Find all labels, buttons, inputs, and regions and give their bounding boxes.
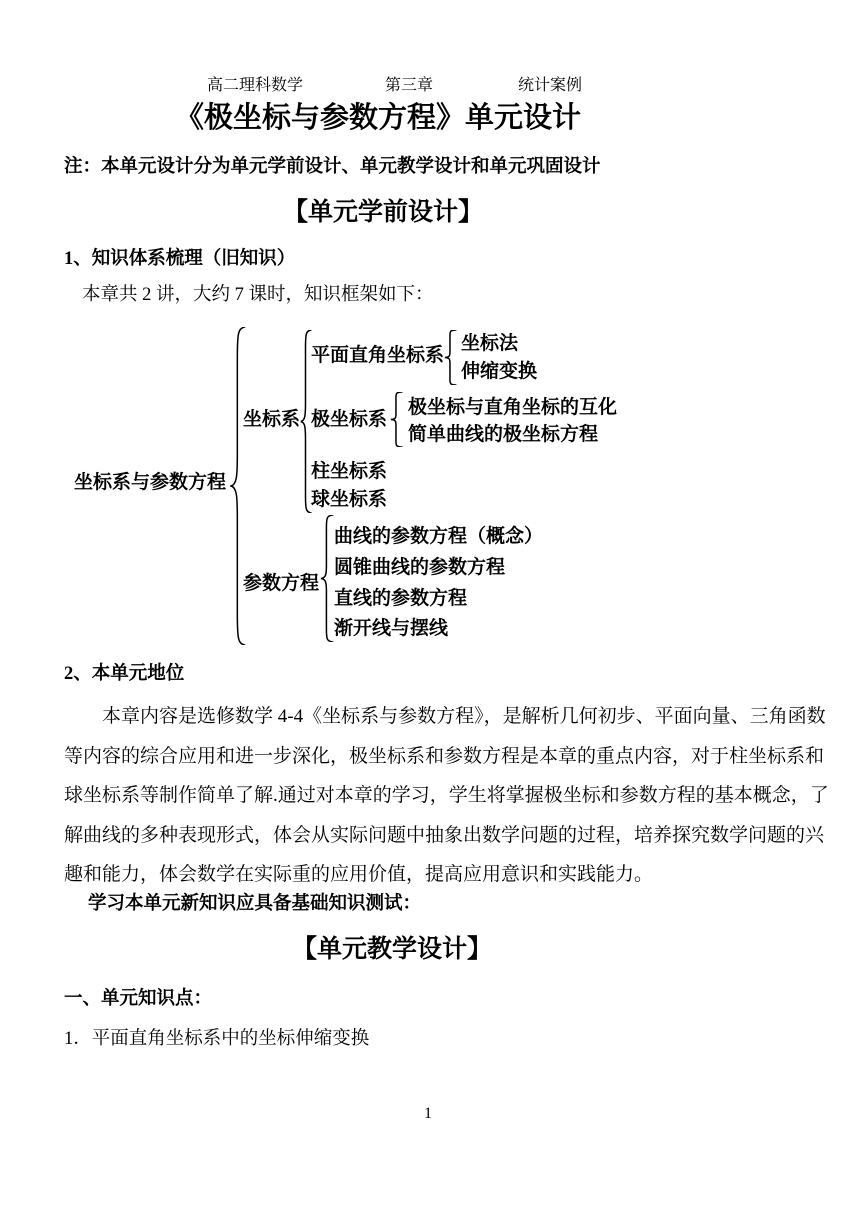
page-title: 《极坐标与参数方程》单元设计 [174, 102, 581, 134]
unit-knowledge-points-heading: 一、单元知识点： [64, 989, 213, 1009]
rect-coord-child-1: 坐标法 [461, 333, 519, 354]
knowledge-point-1: 1．平面直角坐标系中的坐标伸缩变换 [64, 1029, 370, 1049]
polar-coord-brace [390, 392, 403, 447]
cylindrical-coord-label: 柱坐标系 [311, 461, 388, 482]
parametric-eq-brace [320, 515, 334, 642]
parametric-eq-label: 参数方程 [243, 573, 320, 594]
paragraph-line: 球坐标系等制作简单了解.通过对本章的学习，学生将掌握极坐标和参数方程的基本概念，了 [64, 785, 829, 806]
parametric-child-2: 圆锥曲线的参数方程 [334, 557, 506, 578]
polar-coord-child-1: 极坐标与直角坐标的互化 [408, 397, 618, 418]
rect-coord-child-2: 伸缩变换 [461, 361, 538, 382]
diagram-root-label: 坐标系与参数方程 [74, 472, 227, 493]
paragraph-line: 等内容的综合应用和进一步深化，极坐标系和参数方程是本章的重点内容，对于柱坐标系和 [64, 745, 825, 767]
section-heading-teaching-design: 【单元教学设计】 [291, 936, 492, 963]
parametric-child-4: 渐开线与摆线 [334, 618, 449, 639]
header-course: 高二理科数学 [207, 77, 304, 94]
paragraph-line: 解曲线的多种表现形式，体会从实际问题中抽象出数学问题的过程，培养探究数学问题的兴 [64, 824, 825, 846]
unit-position-heading: 2、本单元地位 [64, 664, 185, 684]
prerequisite-test-line: 学习本单元新知识应具备基础知识测试： [88, 894, 422, 914]
rect-coord-brace [444, 330, 457, 385]
parametric-child-1: 曲线的参数方程（概念） [334, 526, 544, 547]
chapter-overview-line: 本章共 2 讲，大约 7 课时，知识框架如下： [82, 285, 434, 305]
parametric-child-3: 直线的参数方程 [334, 588, 468, 609]
page-number: 1 [424, 1105, 432, 1122]
design-note: 注：本单元设计分为单元学前设计、单元教学设计和单元巩固设计 [64, 157, 601, 177]
section-heading-pre-design: 【单元学前设计】 [282, 199, 483, 226]
root-brace [230, 327, 246, 645]
header-chapter: 第三章 [385, 77, 434, 94]
unit-position-paragraph [64, 697, 829, 895]
knowledge-system-heading: 1、知识体系梳理（旧知识） [64, 249, 296, 269]
spherical-coord-label: 球坐标系 [311, 489, 388, 510]
coordinate-system-label: 坐标系 [243, 409, 301, 430]
polar-coord-child-2: 简单曲线的极坐标方程 [408, 424, 599, 445]
rect-coord-label: 平面直角坐标系 [311, 345, 445, 366]
polar-coord-label: 极坐标系 [311, 409, 388, 430]
paragraph-line: 本章内容是选修数学 4-4《坐标系与参数方程》，是解析几何初步、平面向量、三角函数 [102, 706, 826, 727]
paragraph-line: 趣和能力，体会数学在实际重的应用价值，提高应用意识和实践能力。 [64, 864, 654, 885]
header-topic: 统计案例 [518, 77, 583, 94]
